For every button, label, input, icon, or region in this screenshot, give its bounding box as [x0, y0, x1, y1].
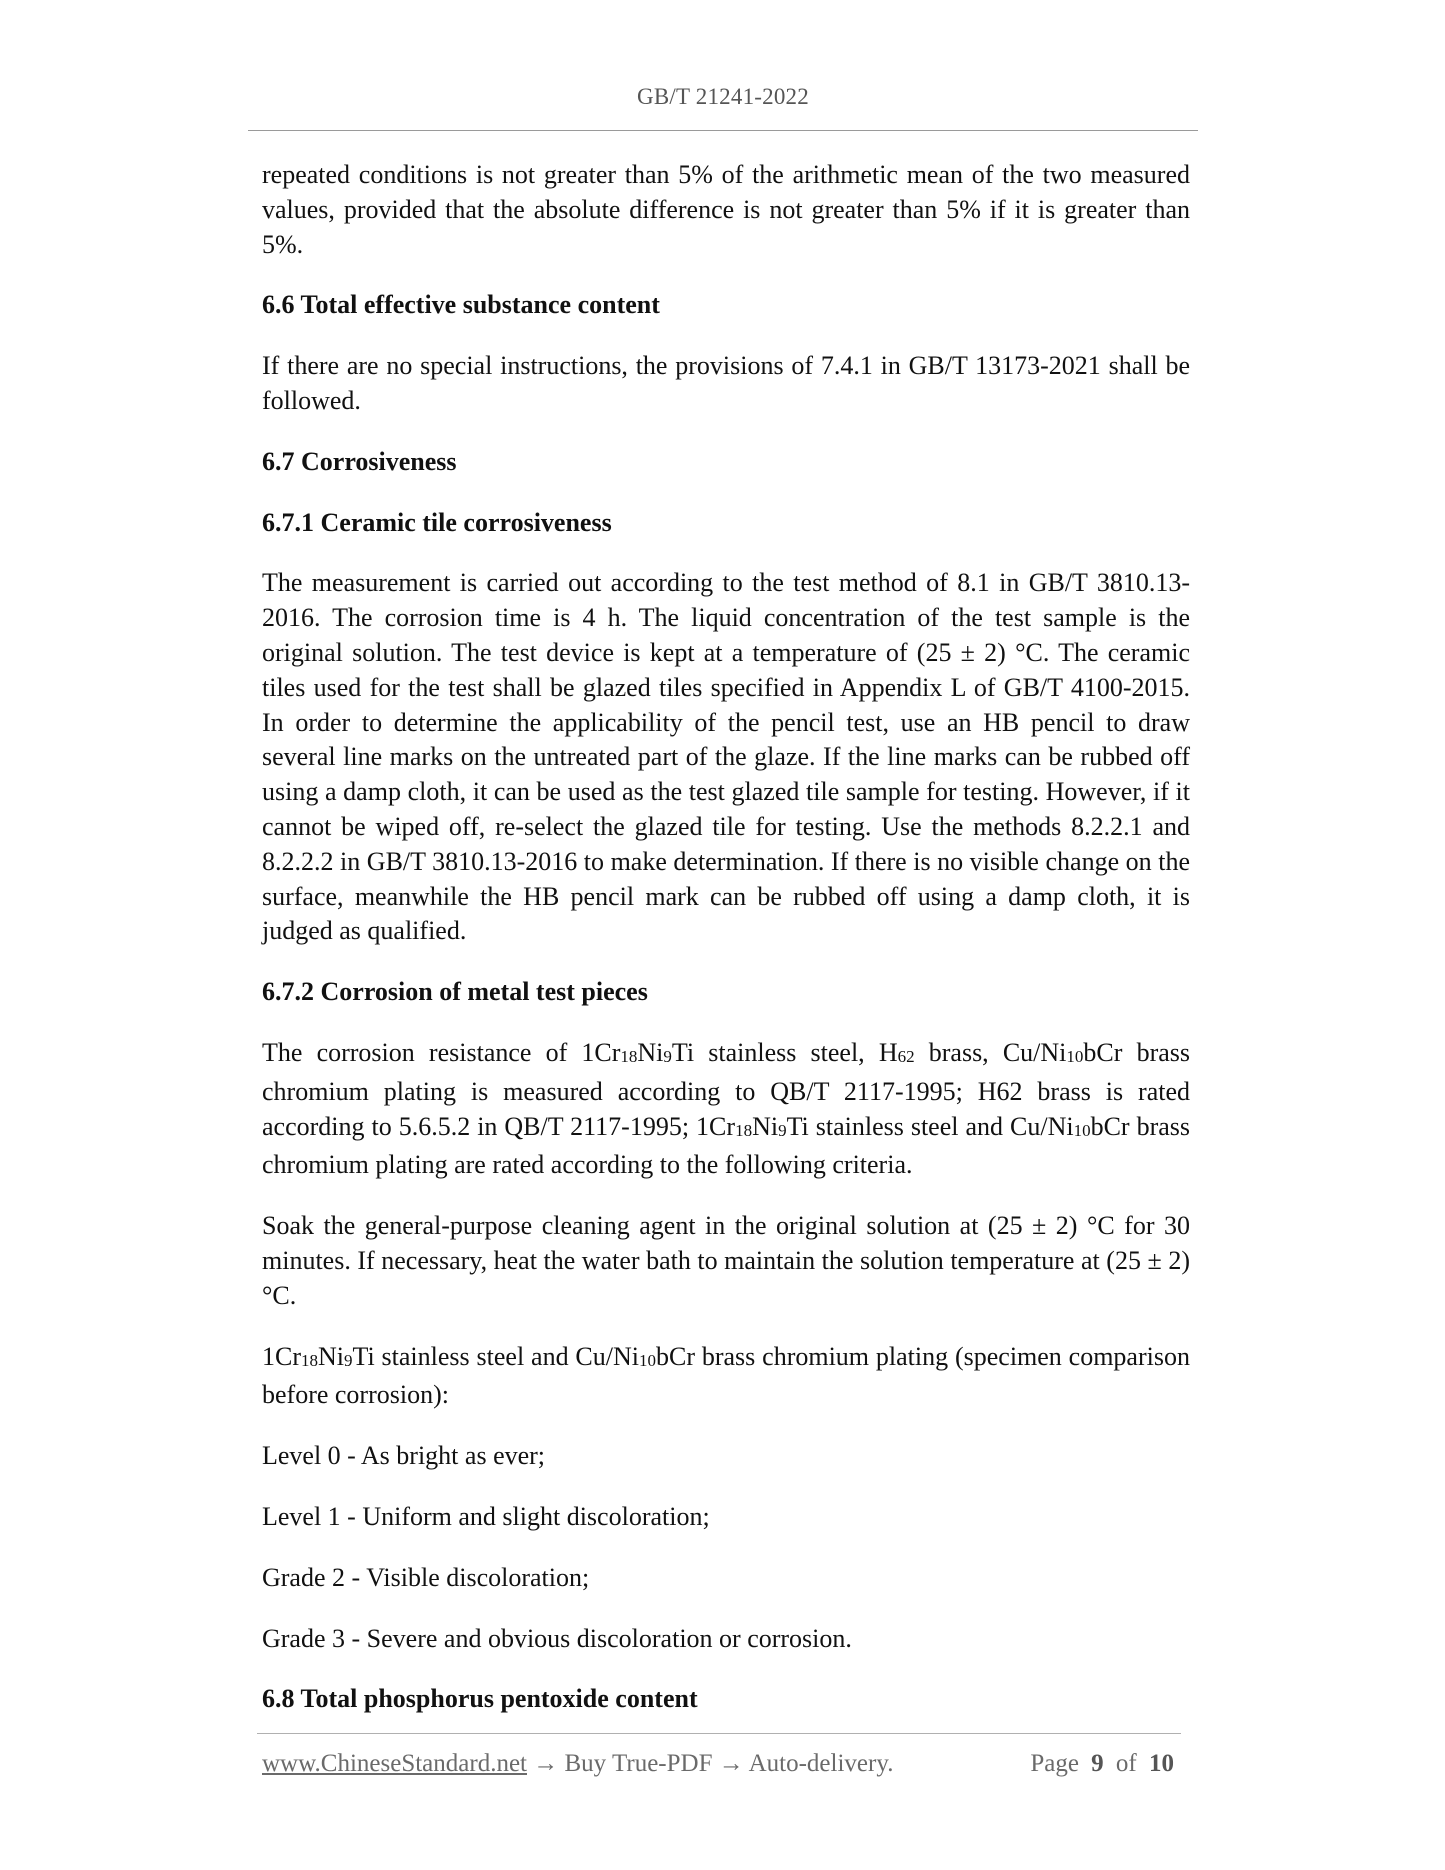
subscript: 62 [897, 1046, 915, 1066]
text-run: Ni [637, 1037, 664, 1067]
text-run: Ti stainless steel and Cu/Ni [352, 1341, 639, 1371]
level-item: Level 0 - As bright as ever; [262, 1441, 546, 1471]
subscript: 9 [778, 1120, 787, 1140]
buy-true-pdf-text: Buy True-PDF [558, 1750, 719, 1777]
section-heading-6-8: 6.8 Total phosphorus pentoxide content [262, 1684, 698, 1714]
text-run: bCr brass chromium plating are rated according to the following criteria. [262, 1111, 1191, 1180]
level-item: Grade 2 - Visible discoloration; [262, 1562, 590, 1592]
arrow-right-icon: → [718, 1750, 744, 1777]
level-item: Grade 3 - Severe and obvious discoloration or corrosion. [262, 1623, 852, 1653]
section-heading-6-6: 6.6 Total effective substance content [262, 290, 660, 320]
paragraph-6-7-2-specimen [262, 1340, 1190, 1414]
website-link[interactable]: www.ChineseStandard.net [262, 1750, 527, 1777]
paragraph-continuation: repeated conditions is not greater than 5% of the arithmetic mean of the two measured values, provided that the absolute difference is not greater than 5% if it is greater than 5%. [262, 160, 1190, 259]
subscript: 10 [639, 1350, 656, 1370]
page-indicator [1030, 1750, 1180, 1778]
paragraph-6-7-2-corrosion-resistance [262, 1036, 1190, 1183]
paragraph-6-6: If there are no special instructions, the provisions of 7.4.1 in GB/T 13173-2021 shall be followed. [262, 351, 1190, 415]
subscript: 10 [1066, 1046, 1084, 1066]
footer-promo [262, 1750, 893, 1778]
subscript: 9 [663, 1046, 672, 1066]
text-run: Ni [318, 1341, 344, 1371]
text-run: bCr brass chromium plating is measured according to QB/T 2117-1995; H62 brass is rated according to 5.6.5.2 in QB/T 2117-1995; 1Cr [262, 1037, 1190, 1141]
text-run: brass, Cu/Ni [914, 1037, 1067, 1067]
subscript: 18 [735, 1120, 753, 1140]
paragraph-6-7-1: The measurement is carried out according to the test method of 8.1 in GB/T 3810.13-2016. The corrosion time is 4 h. The liquid concentration of the test sample is the original solution. The test device is kept at a temperature of (25 ± 2) °C. The ceramic tiles used for the test shall be glazed tiles specified in Appendix L of GB/T 4100-2015. In order to determine the applicability of the pencil test, use an HB pencil to draw several line marks on the untreated part of the glaze. If the line marks can be rubbed off using a damp cloth, it can be used as the test glazed tile sample for testing. However, if it cannot be wiped off, re-select the glazed tile for testing. Use the methods 8.2.2.1 and 8.2.2.2 in GB/T 3810.13-2016 to make determination. If there is no visible change on the surface, meanwhile the HB pencil mark can be rubbed off using a damp cloth, it is judged as qualified. [262, 568, 1190, 946]
current-page-number: 9 [1091, 1750, 1104, 1777]
text-run: Ti stainless steel and Cu/Ni [786, 1111, 1074, 1141]
document-body [262, 158, 1190, 1743]
footer-divider [257, 1733, 1181, 1734]
text-run: Ti stainless steel, H [671, 1037, 898, 1067]
text-run: Ni [752, 1111, 779, 1141]
text-run: bCr brass chromium plating (specimen comparison before corrosion): [262, 1341, 1190, 1410]
subscript: 18 [301, 1350, 318, 1370]
auto-delivery-text: Auto-delivery. [743, 1750, 894, 1777]
subscript: 9 [344, 1350, 353, 1370]
section-heading-6-7-1: 6.7.1 Ceramic tile corrosiveness [262, 507, 612, 537]
text-run: 1Cr [262, 1341, 301, 1371]
text-run: The corrosion resistance of 1Cr [262, 1037, 621, 1067]
arrow-right-icon: → [533, 1750, 559, 1777]
subscript: 10 [1073, 1120, 1091, 1140]
section-heading-6-7: 6.7 Corrosiveness [262, 446, 457, 476]
total-page-number: 10 [1149, 1750, 1174, 1777]
page-label: Page [1030, 1750, 1079, 1777]
section-heading-6-7-2: 6.7.2 Corrosion of metal test pieces [262, 977, 648, 1007]
page-of-label: of [1115, 1750, 1137, 1777]
paragraph-6-7-2-soak: Soak the general-purpose cleaning agent in the original solution at (25 ± 2) °C for 30 minutes. If necessary, heat the water bath to maintain the solution temperature at (25 ± 2) °C. [262, 1211, 1190, 1310]
document-header-title: GB/T 21241-2022 [637, 84, 809, 109]
level-item: Level 1 - Uniform and slight discoloration; [262, 1501, 710, 1531]
header-divider [248, 130, 1198, 131]
subscript: 18 [620, 1046, 638, 1066]
